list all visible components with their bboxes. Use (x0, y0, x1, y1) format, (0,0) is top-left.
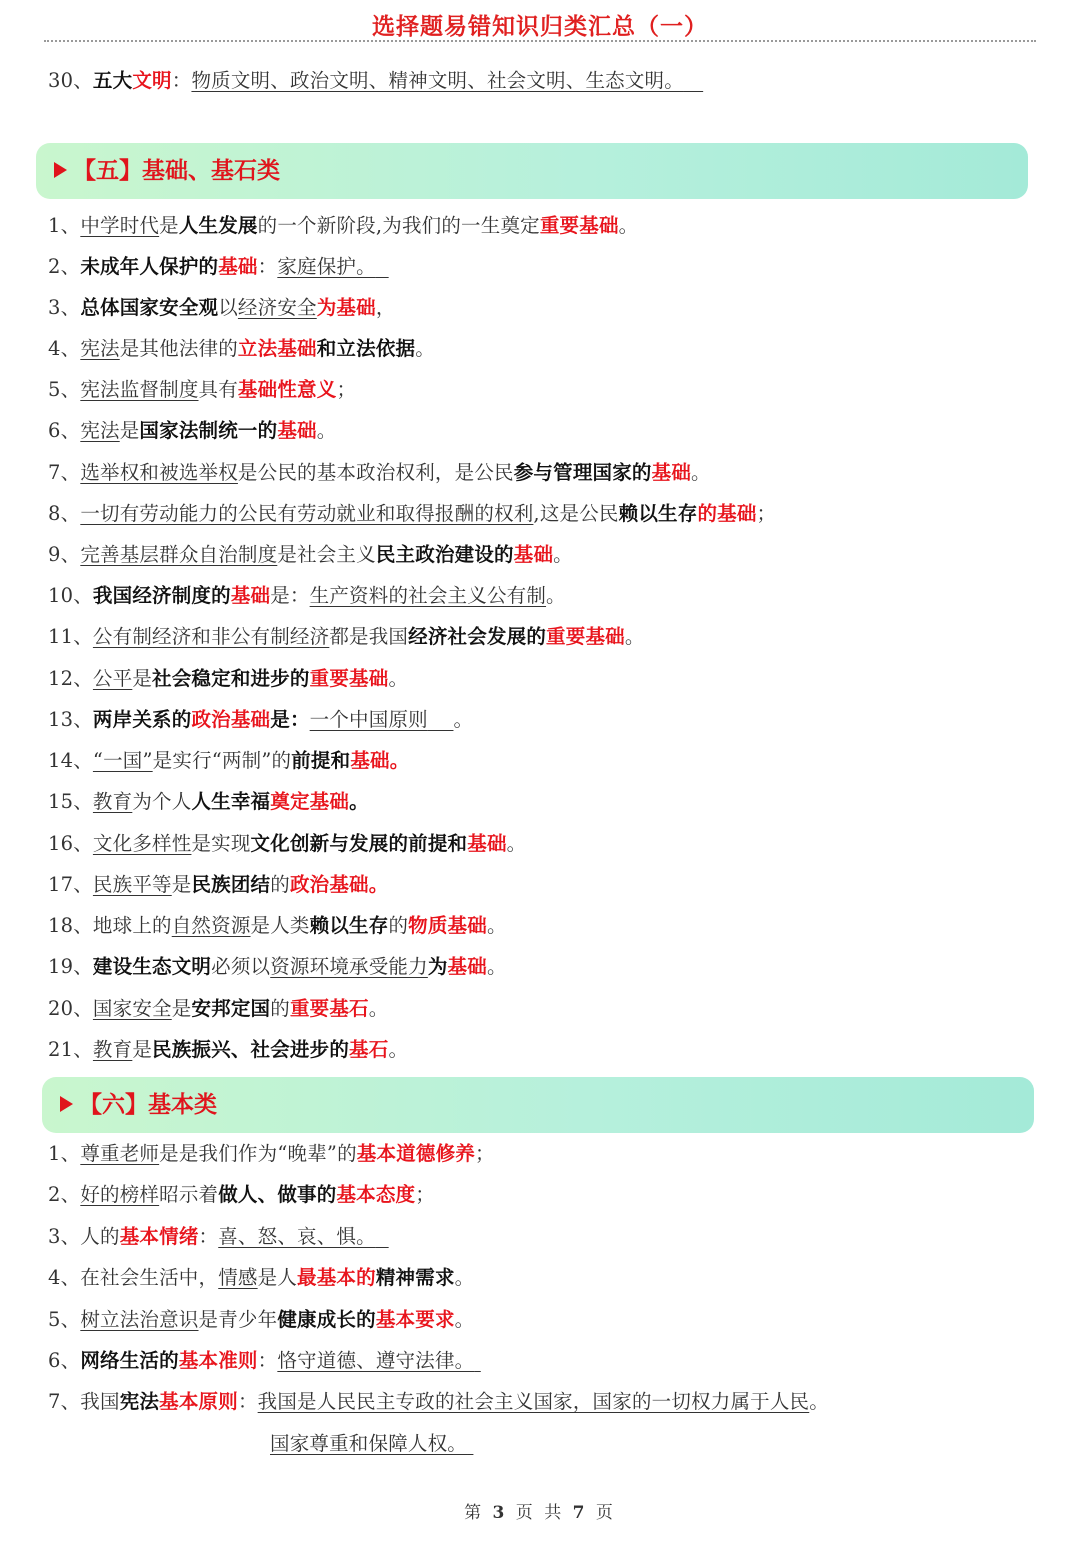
text-segment: 具有 (198, 378, 238, 401)
text-segment: ， (375, 296, 396, 319)
text-segment: ： (257, 255, 278, 278)
list-item (48, 1035, 408, 1065)
key-term: 基础。 (350, 749, 410, 772)
fill-blank (376, 255, 389, 278)
text-segment: 是 (132, 1038, 153, 1061)
list-item (48, 746, 409, 776)
key-term: 立法基础 (237, 337, 317, 360)
section-header-five (36, 143, 1028, 199)
text-segment: 。 (809, 1390, 829, 1413)
bold-segment: 五大 (92, 69, 133, 92)
key-term: 基础 (447, 955, 487, 978)
footer-page-number: 3 (492, 1503, 508, 1523)
underlined-segment: 生产资料的社会主义公有制 (309, 584, 547, 607)
text-segment: 6、 (48, 419, 81, 442)
underlined-segment: 教育 (92, 1038, 133, 1061)
text-segment: 15、 (48, 790, 93, 813)
list-item (48, 1346, 481, 1376)
footer-suffix: 页 (595, 1503, 616, 1523)
underlined-segment: 中学时代 (80, 214, 160, 237)
text-segment: 。 (691, 461, 711, 484)
text-segment: 14、 (48, 749, 93, 772)
text-segment: 5、 (48, 1308, 81, 1331)
section-heading-text: 【六】基本类 (79, 1092, 217, 1118)
text-segment: 。 (546, 584, 566, 607)
text-segment: 是其他法律的 (119, 337, 238, 360)
text-segment: 11、 (48, 625, 93, 648)
text-segment: 3、 (48, 296, 81, 319)
text-segment: 是青少年 (198, 1308, 278, 1331)
text-segment: ； (474, 1142, 495, 1165)
text-segment: 。 (624, 625, 645, 648)
text-segment: ： (171, 69, 192, 92)
text-segment: 是 (171, 873, 192, 896)
text-segment: 。 (453, 708, 474, 731)
list-item (48, 540, 573, 570)
text-segment: 16、 (48, 832, 93, 855)
fill-blank (684, 69, 703, 92)
bold-segment: 赖以生存 (309, 914, 389, 937)
bold-segment: 民主政治建设的 (375, 543, 514, 566)
text-segment: 7、 (48, 461, 81, 484)
bold-segment: 为 (427, 955, 448, 978)
underlined-segment: 宪法 (80, 419, 120, 442)
bold-segment: 人生发展 (178, 214, 258, 237)
text-segment: 是 (132, 667, 153, 690)
underlined-segment: 文化多样性 (92, 832, 192, 855)
text-segment: ； (756, 502, 777, 525)
key-term: 基础性意义 (237, 378, 337, 401)
text-segment: 6、 (48, 1349, 81, 1372)
bold-segment: 前提和 (291, 749, 351, 772)
list-item (48, 1222, 389, 1252)
underlined-segment: 一个中国原则 (309, 708, 428, 731)
list-item (48, 829, 526, 859)
underlined-segment: 国家尊重和保障人权。 (270, 1432, 468, 1455)
key-term: 基本情绪 (119, 1225, 199, 1248)
text-segment: 4、在社会生活中， (48, 1266, 219, 1289)
text-segment: 10、 (48, 584, 93, 607)
text-segment: 是 (159, 214, 179, 237)
text-segment: 2、 (48, 1183, 81, 1206)
key-term: 重要基础 (546, 625, 625, 648)
text-segment: 。 (553, 543, 573, 566)
key-term: 政治基础 (191, 708, 271, 731)
bold-segment: 赖以生存 (618, 502, 698, 525)
text-segment: 必须以 (211, 955, 271, 978)
section-heading (54, 143, 280, 199)
text-segment: ： (257, 1349, 278, 1372)
text-segment: 。 (454, 1266, 475, 1289)
underlined-segment: 经济安全 (237, 296, 317, 319)
list-item (48, 211, 638, 241)
text-segment: 。 (388, 1038, 409, 1061)
text-segment: 的一个新阶段,为我们的一生奠定 (257, 214, 540, 237)
text-segment: 。 (368, 997, 389, 1020)
key-term: 基本准则 (178, 1349, 258, 1372)
text-segment: 。 (486, 914, 507, 937)
bold-segment: 和立法依据 (316, 337, 416, 360)
text-segment: 。 (388, 667, 409, 690)
section-heading-text: 【五】基础、基石类 (73, 158, 280, 184)
underlined-segment: 尊重老师 (80, 1142, 160, 1165)
key-term: 物质基础 (408, 914, 487, 937)
underlined-segment: 家庭保护。 (277, 255, 376, 278)
text-segment: ： (237, 1390, 258, 1413)
text-segment: 1、 (48, 214, 81, 237)
list-item (48, 952, 507, 982)
list-item (48, 252, 389, 282)
text-segment: 13、 (48, 708, 93, 731)
key-term: 重要基础 (539, 214, 619, 237)
bold-segment: 我国经济制度的 (92, 584, 231, 607)
key-term: 为基础 (316, 296, 376, 319)
underlined-segment: 树立法治意识 (80, 1308, 199, 1331)
bold-segment: 安邦定国 (191, 997, 271, 1020)
key-term: 基础 (651, 461, 692, 484)
list-item-continuation (270, 1429, 473, 1459)
key-term: 基石 (349, 1038, 389, 1061)
fill-blank (474, 1349, 480, 1372)
text-segment: 为个人 (132, 790, 192, 813)
bold-segment: 精神需求 (375, 1266, 455, 1289)
text-segment: 都是我国 (329, 625, 409, 648)
underlined-segment: 自然资源 (171, 914, 251, 937)
bold-segment: 经济社会发展的 (408, 625, 547, 648)
bold-segment: 国家法制统一的 (139, 419, 278, 442)
list-item (48, 870, 388, 900)
key-term: 政治基础。 (289, 873, 389, 896)
underlined-segment: 公平 (92, 667, 133, 690)
underlined-segment: “一国” (92, 749, 153, 772)
list-item (48, 622, 645, 652)
text-segment: 是人 (257, 1266, 298, 1289)
underlined-segment: 选举权和被选举权 (80, 461, 238, 484)
list-item (48, 787, 369, 817)
text-segment: 。 (454, 1308, 475, 1331)
list-item (48, 705, 473, 735)
text-segment: 21、 (48, 1038, 93, 1061)
text-segment: 。 (415, 337, 435, 360)
triangle-bullet-icon (54, 162, 67, 178)
bold-segment: 总体国家安全观 (80, 296, 219, 319)
key-term: 重要基础 (309, 667, 389, 690)
text-segment: ： (198, 1225, 219, 1248)
key-term: 的基础 (697, 502, 757, 525)
text-segment: 18、地球上的 (48, 914, 172, 937)
underlined-segment: 完善基层群众自治制度 (80, 543, 278, 566)
bold-segment: 网络生活的 (80, 1349, 179, 1372)
page-footer (0, 1498, 1080, 1523)
bold-segment: 健康成长的 (277, 1308, 376, 1331)
text-segment: 以 (218, 296, 238, 319)
text-segment: 12、 (48, 667, 93, 690)
text-segment: 昭示着 (159, 1183, 219, 1206)
text-segment: 8、 (48, 502, 81, 525)
list-item (48, 581, 566, 611)
text-segment: 是人类 (250, 914, 310, 937)
underlined-segment: 我国是人民民主专政的社会主义国家，国家的一切权力属于人民 (257, 1390, 810, 1413)
text-segment: 是实现 (191, 832, 251, 855)
list-item (48, 1305, 474, 1335)
text-segment: 的 (270, 997, 290, 1020)
text-segment: 。 (486, 955, 507, 978)
list-item (48, 293, 396, 323)
text-segment: 的 (270, 873, 290, 896)
bold-segment: 社会稳定和进步的 (152, 667, 310, 690)
bold-segment: 建设生态文明 (92, 955, 212, 978)
bold-segment: 参与管理国家的 (513, 461, 652, 484)
text-segment: 20、 (48, 997, 93, 1020)
bold-segment: 做人、做事的 (218, 1183, 337, 1206)
bold-segment: 民族振兴、社会进步的 (152, 1038, 350, 1061)
text-segment: 5、 (48, 378, 81, 401)
text-segment: 3、人的 (48, 1225, 120, 1248)
list-item (48, 1139, 495, 1169)
bold-segment: 。 (349, 790, 369, 813)
underlined-segment: 恪守道德、遵守法律。 (277, 1349, 475, 1372)
underlined-segment: 资源环境承受能力 (270, 955, 428, 978)
underlined-segment: 宪法监督制度 (80, 378, 199, 401)
key-term: 文明 (132, 69, 172, 92)
underlined-segment: 好的榜样 (80, 1183, 160, 1206)
key-term: 基本道德修养 (356, 1142, 475, 1165)
underlined-segment: 教育 (92, 790, 133, 813)
underlined-segment: 一切有劳动能力的公民有劳动就业和取得报酬的权利 (80, 502, 534, 525)
text-segment: ,这是公民 (533, 502, 619, 525)
key-term: 基本态度 (336, 1183, 416, 1206)
bold-segment: 人生幸福 (191, 790, 271, 813)
text-segment: 是社会主义 (277, 543, 376, 566)
key-term: 重要基石 (289, 997, 369, 1020)
text-segment: 是实行“两制”的 (152, 749, 292, 772)
key-term: 基础 (218, 255, 258, 278)
underlined-segment: 宪法 (80, 337, 120, 360)
text-segment: 19、 (48, 955, 93, 978)
text-segment: 是 (171, 997, 192, 1020)
list-item (48, 499, 776, 529)
text-segment: 7、我国 (48, 1390, 120, 1413)
underlined-segment: 物质文明、政治文明、精神文明、社会文明、生态文明。 (191, 69, 684, 92)
list-item (48, 664, 408, 694)
list-item (48, 1387, 829, 1417)
underlined-segment: 喜、怒、哀、惧。 (218, 1225, 376, 1248)
text-segment: 的 (388, 914, 409, 937)
bold-segment: 文化创新与发展的前提和 (250, 832, 468, 855)
text-segment: 是是我们作为“晚辈”的 (159, 1142, 357, 1165)
bold-segment: 未成年人保护的 (80, 255, 219, 278)
text-segment: ； (415, 1183, 435, 1206)
key-term: 奠定基础 (270, 790, 350, 813)
text-segment: 2、 (48, 255, 81, 278)
list-item (48, 911, 507, 941)
text-segment: 是公民的基本政治权利，是公民 (237, 461, 514, 484)
key-term: 基础 (230, 584, 271, 607)
text-segment: 是 (119, 419, 140, 442)
list-item (48, 1180, 435, 1210)
list-item (48, 458, 711, 488)
key-term: 基础 (513, 543, 554, 566)
list-item (48, 994, 388, 1024)
underlined-segment: 民族平等 (92, 873, 172, 896)
key-term: 基础 (277, 419, 317, 442)
fill-blank (376, 1225, 389, 1248)
section-header-six (42, 1077, 1034, 1133)
text-segment: ； (336, 378, 357, 401)
underlined-segment: 公有制经济和非公有制经济 (92, 625, 330, 648)
footer-total-pages: 7 (572, 1503, 588, 1523)
page-title: 选择题易错知识归类汇总（一） (372, 14, 708, 40)
text-segment: 30、 (48, 69, 93, 92)
text-segment: 1、 (48, 1142, 81, 1165)
fill-blank (467, 1432, 473, 1455)
text-segment: 9、 (48, 543, 81, 566)
section-heading (60, 1077, 217, 1133)
triangle-bullet-icon (60, 1096, 73, 1112)
text-segment: 。 (618, 214, 639, 237)
bold-segment: 是： (270, 708, 310, 731)
list-item (48, 1263, 474, 1293)
underlined-segment: 情感 (218, 1266, 258, 1289)
footer-middle: 页 共 (515, 1503, 565, 1523)
key-term: 基础 (467, 832, 507, 855)
text-segment: 4、 (48, 337, 81, 360)
text-segment: 是： (270, 584, 310, 607)
key-term: 基本要求 (375, 1308, 455, 1331)
key-term: 基本原则 (159, 1390, 238, 1413)
list-item (48, 416, 336, 446)
text-segment: 17、 (48, 873, 93, 896)
text-segment: 。 (506, 832, 527, 855)
title-divider (44, 40, 1036, 42)
list-item (48, 334, 435, 364)
underlined-segment: 国家安全 (92, 997, 172, 1020)
bold-segment: 宪法 (119, 1390, 160, 1413)
footer-prefix: 第 (464, 1503, 485, 1523)
list-item (48, 375, 356, 405)
bold-segment: 两岸关系的 (92, 708, 192, 731)
text-segment: 。 (316, 419, 337, 442)
bold-segment: 民族团结 (191, 873, 271, 896)
key-term: 最基本的 (297, 1266, 376, 1289)
list-item (48, 66, 703, 96)
fill-blank (428, 708, 454, 731)
